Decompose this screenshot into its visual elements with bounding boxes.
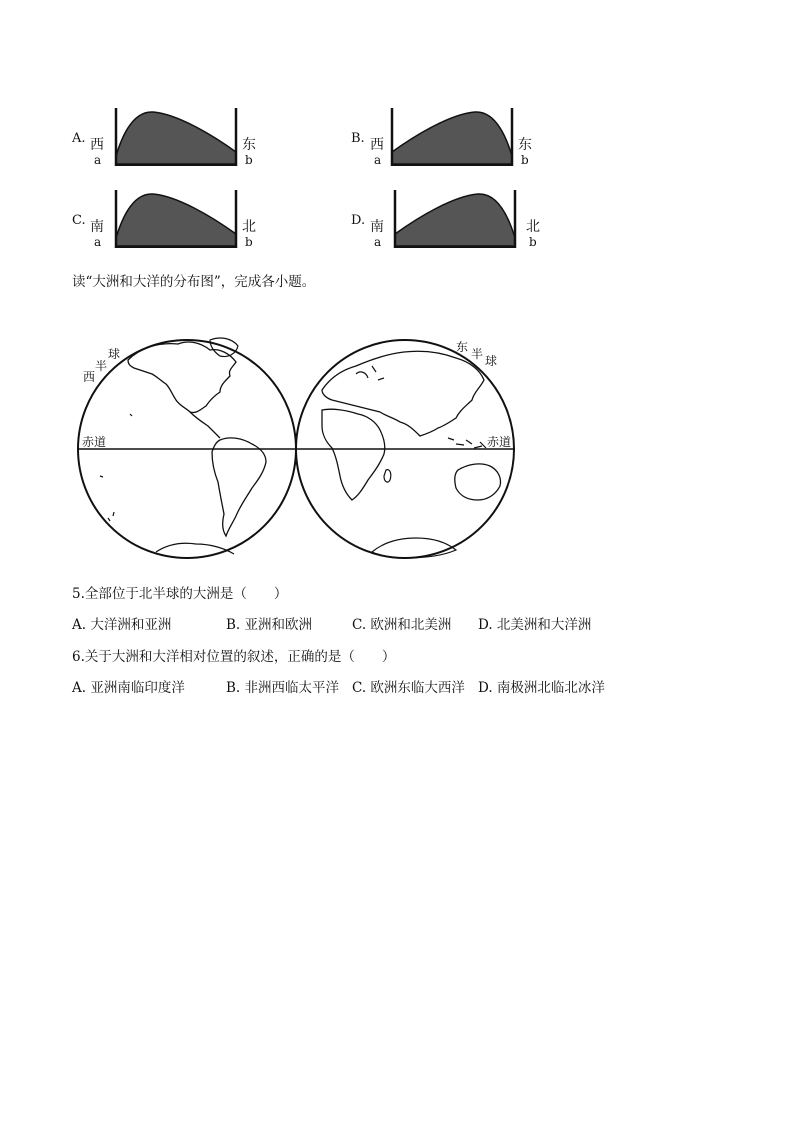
terrain-profile-b	[389, 106, 515, 168]
direction-right-label: 北	[526, 219, 540, 235]
direction-left-label: 西	[90, 137, 104, 153]
option-letter: D.	[351, 213, 366, 228]
east-hemisphere-label-2: 半	[471, 347, 484, 361]
question-5-option-c[interactable]: C. 欧洲和北美洲	[352, 617, 452, 633]
question-6-option-c[interactable]: C. 欧洲东临大西洋	[352, 680, 465, 696]
west-hemisphere-label-2: 半	[95, 359, 108, 373]
west-hemisphere-label-3: 球	[108, 347, 121, 361]
question-5-option-b[interactable]: B. 亚洲和欧洲	[226, 617, 313, 633]
east-hemisphere-label-3: 球	[485, 354, 498, 368]
question-5-option-a[interactable]: A. 大洋洲和亚洲	[72, 617, 172, 633]
point-a-label: a	[374, 153, 382, 167]
direction-right-label: 东	[518, 137, 532, 153]
west-hemisphere-label-1: 西	[83, 370, 96, 384]
point-b-label: b	[529, 235, 537, 249]
question-6-option-b[interactable]: B. 非洲西临太平洋	[226, 680, 340, 696]
question-5-option-d[interactable]: D. 北美洲和大洋洲	[478, 617, 592, 633]
direction-right-label: 东	[242, 137, 256, 153]
equator-label-east: 赤道	[487, 435, 512, 449]
direction-left-label: 南	[90, 219, 104, 235]
terrain-profile-a	[113, 106, 239, 168]
direction-left-label: 西	[370, 137, 384, 153]
point-a-label: a	[374, 235, 382, 249]
east-hemisphere-label-1: 东	[456, 340, 469, 354]
question-6-option-a[interactable]: A. 亚洲南临印度洋	[72, 680, 185, 696]
point-a-label: a	[94, 235, 102, 249]
direction-right-label: 北	[242, 219, 256, 235]
hemisphere-map	[60, 330, 530, 570]
question-6-stem: 6.关于大洲和大洋相对位置的叙述，正确的是（ ）	[72, 649, 396, 665]
point-b-label: b	[521, 153, 529, 167]
question-6-option-d[interactable]: D. 南极洲北临北冰洋	[478, 680, 605, 696]
option-letter: B.	[351, 131, 365, 146]
option-letter: C.	[72, 213, 86, 228]
terrain-profile-d	[392, 188, 518, 250]
question-5-stem: 5.全部位于北半球的大洲是（ ）	[72, 586, 288, 602]
direction-left-label: 南	[370, 219, 384, 235]
point-a-label: a	[94, 153, 102, 167]
terrain-profile-c	[113, 188, 239, 250]
point-b-label: b	[245, 153, 253, 167]
point-b-label: b	[245, 235, 253, 249]
intro-text: 读“大洲和大洋的分布图”，完成各小题。	[72, 274, 316, 290]
option-letter: A.	[72, 131, 86, 146]
equator-label-west: 赤道	[82, 435, 107, 449]
